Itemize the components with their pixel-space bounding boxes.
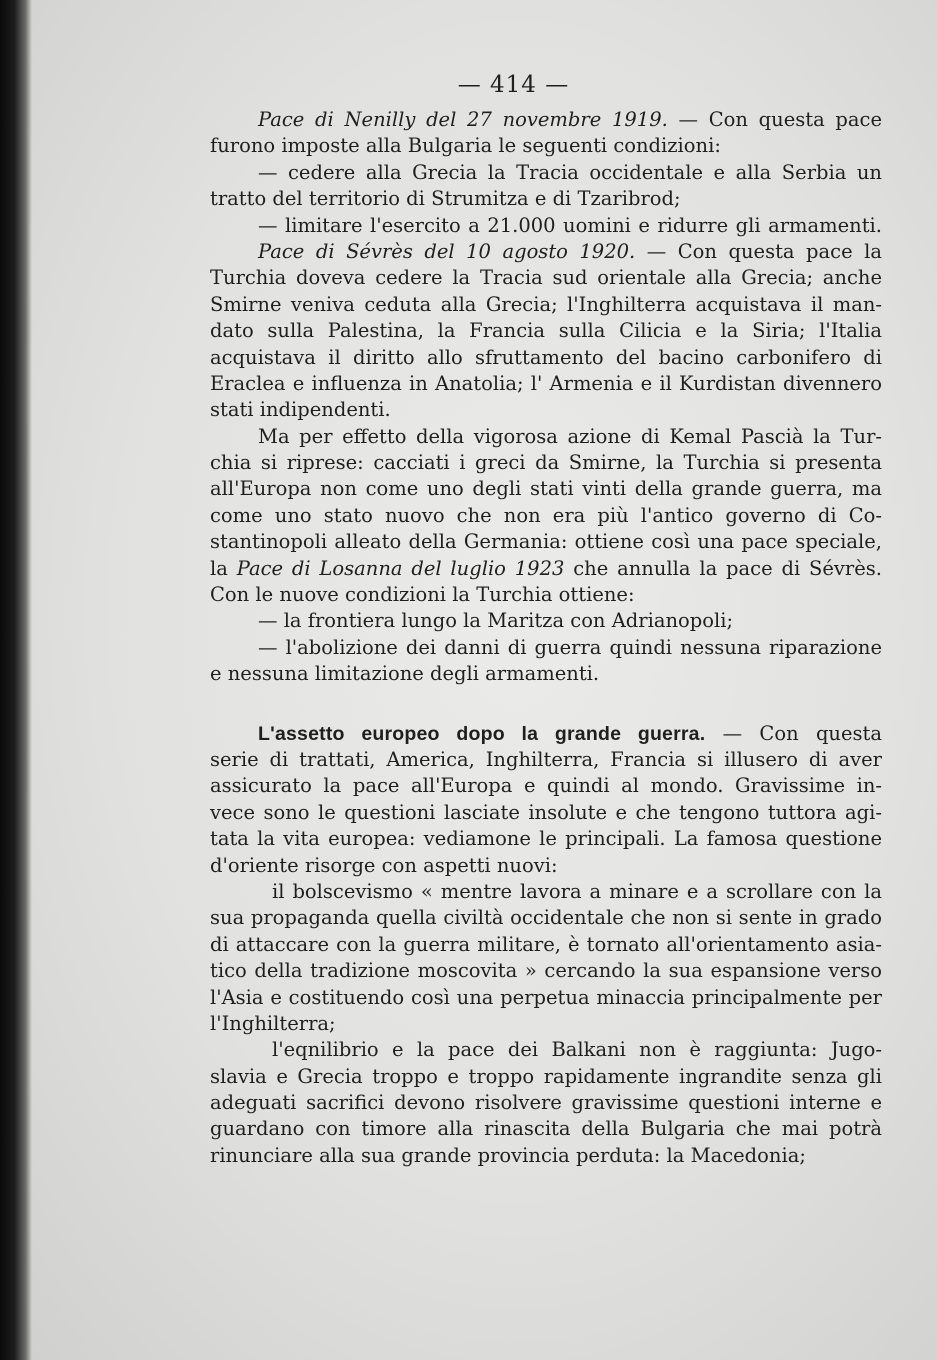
text-run: rinunciare alla sua grande provincia perduta: la Macedonia; <box>210 1143 806 1167</box>
treaty-title: Pace di Sévrès del 10 agosto 1920. <box>258 239 636 263</box>
text-run: l'eqnilibrio e la pace dei Balkani non è raggiunta: Jugo- <box>272 1038 882 1062</box>
text-run: l'Asia e costituendo così una perpetua minaccia principalmente per <box>210 985 882 1009</box>
text-run: Eraclea e influenza in Anatolia; l' Armenia e il Kurdistan divennero <box>210 371 882 395</box>
text-line <box>210 186 882 212</box>
text-line <box>210 582 882 608</box>
text-run: tratto del territorio di Strumitza e di Tzaribrod; <box>210 187 681 211</box>
text-line <box>210 635 882 661</box>
text-run: assicurato la pace all'Europa e quindi al mondo. Gravissime in- <box>210 774 882 798</box>
text-line <box>210 747 882 773</box>
text-run: Con le nuove condizioni la Turchia ottiene: <box>210 583 635 607</box>
text-run: Ma per effetto della vigorosa azione di Kemal Pascià la Tur- <box>258 424 882 448</box>
text-run: come uno stato nuovo che non era più l'antico governo di Co- <box>210 503 882 527</box>
text-run: Turchia doveva cedere la Tracia sud orientale alla Grecia; anche <box>210 266 882 290</box>
text-line <box>210 239 882 265</box>
text-run: d'oriente risorge con aspetti nuovi: <box>210 853 558 877</box>
text-run: il bolscevismo « mentre lavora a minare e a scrollare con la <box>272 879 882 903</box>
text-run: guardano con timore alla rinascita della Bulgaria che mai potrà <box>210 1117 882 1141</box>
text-line <box>210 476 882 502</box>
text-line <box>210 800 882 826</box>
text-run: all'Europa non come uno degli stati vinti della grande guerra, ma <box>210 477 882 501</box>
text-run: — Con questa pace la <box>635 239 882 263</box>
text-line <box>210 721 882 747</box>
text-run: acquistava il diritto allo sfruttamento del bacino carbonifero di <box>210 345 882 369</box>
treaty-title: Pace di Nenilly del 27 novembre 1919. <box>258 108 668 131</box>
text-run: — Con questa <box>705 721 882 745</box>
book-binding-shadow <box>0 0 32 1360</box>
text-line <box>210 958 882 984</box>
text-run: l'Inghilterra; <box>210 1011 336 1035</box>
text-run: tata la vita europea: vediamone le principali. La famosa questione <box>210 827 882 851</box>
text-run: adeguati sacrifici devono risolvere gravissime questioni interne e <box>210 1091 882 1115</box>
text-line <box>210 397 882 423</box>
text-line <box>210 773 882 799</box>
text-run: che annulla la pace di Sévrès. <box>564 556 882 580</box>
text-line <box>210 318 882 344</box>
text-run: furono imposte alla Bulgaria le seguenti condizioni: <box>210 134 721 158</box>
text-run: di attaccare con la guerra militare, è tornato all'orientamento asia- <box>210 932 882 956</box>
treaty-title: Pace di Losanna del luglio 1923 <box>236 556 565 580</box>
text-line <box>210 107 882 133</box>
text-line <box>210 661 882 687</box>
text-run: stati indipendenti. <box>210 398 391 422</box>
text-run: — la frontiera lungo la Maritza con Adrianopoli; <box>258 609 734 633</box>
text-run: — limitare l'esercito a 21.000 uomini e ridurre gli armamenti. <box>258 213 882 237</box>
text-line <box>210 371 882 397</box>
text-run: — l'abolizione dei danni di guerra quindi nessuna riparazione <box>258 635 882 659</box>
text-run: sua propaganda quella civiltà occidentale che non si sente in grado <box>210 906 882 930</box>
section-heading: L'assetto europeo dopo la grande guerra. <box>258 722 706 745</box>
text-line <box>210 213 882 239</box>
text-run: vece sono le questioni lasciate insolute e che tengono tuttora agi- <box>210 800 882 824</box>
text-run: — cedere alla Grecia la Tracia occidentale e alla Serbia un <box>258 160 882 184</box>
text-line <box>210 556 882 582</box>
text-line <box>210 905 882 931</box>
text-run: dato sulla Palestina, la Francia sulla Cilicia e la Siria; l'Italia <box>210 319 882 343</box>
text-run: slavia e Grecia troppo e troppo rapidamente ingrandite senza gli <box>210 1064 882 1088</box>
text-line <box>210 133 882 159</box>
text-line <box>210 853 882 879</box>
text-run: chia si riprese: cacciati i greci da Smirne, la Turchia si presenta <box>210 451 882 475</box>
text-line <box>210 292 882 318</box>
text-line <box>210 985 882 1011</box>
text-line <box>210 1064 882 1090</box>
text-line <box>210 1143 882 1169</box>
text-line <box>210 450 882 476</box>
text-run: Smirne veniva ceduta alla Grecia; l'Inghilterra acquistava il man- <box>210 292 882 316</box>
text-line <box>210 1037 882 1063</box>
text-run: stantinopoli alleato della Germania: ottiene così una pace speciale, <box>210 530 882 554</box>
text-run: — Con questa pace <box>667 108 883 131</box>
page-number: — 414 — <box>457 72 570 98</box>
text-line <box>210 503 882 529</box>
text-line <box>210 265 882 291</box>
text-line <box>210 1011 882 1037</box>
text-run: la <box>210 556 237 580</box>
text-line <box>210 529 882 555</box>
text-line <box>210 160 882 186</box>
text-line <box>210 345 882 371</box>
section-gap <box>210 688 882 721</box>
text-run: serie di trattati, America, Inghilterra, Francia si illusero di aver <box>210 747 882 771</box>
text-line <box>210 1090 882 1116</box>
text-line <box>210 932 882 958</box>
body-text <box>210 107 882 1169</box>
text-line <box>210 608 882 634</box>
text-line <box>210 879 882 905</box>
text-line <box>210 424 882 450</box>
text-run: tico della tradizione moscovita » cercando la sua espansione verso <box>210 959 882 983</box>
text-line <box>210 826 882 852</box>
text-line <box>210 1116 882 1142</box>
text-run: e nessuna limitazione degli armamenti. <box>210 662 600 686</box>
